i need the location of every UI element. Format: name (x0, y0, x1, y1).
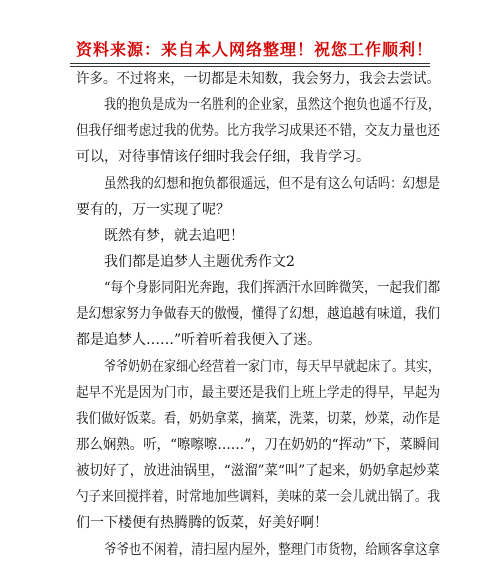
text-line: 都是追梦人……”听着听着我便入了迷。 (76, 332, 322, 348)
text-line: “每个身影同阳光奔跑，我们挥洒汗水回眸微笑，一起我们都 (104, 280, 441, 296)
text-line: 们一下楼便有热腾腾的饭菜，好美好啊！ (76, 515, 328, 531)
section-title: 我们都是追梦人主题优秀作文2 (104, 254, 295, 270)
text-line: 那么娴熟。听，“嚓嚓嚓……”，刀在奶奶的“挥动”下，菜瞬间 (76, 437, 440, 453)
text-line: 可以，对待事情该仔细时我会仔细，我肯学习。 (76, 149, 370, 165)
text-line: 我们做好饭菜。看，奶奶拿菜，摘菜，洗菜，切菜，炒菜，动作是 (76, 411, 440, 427)
text-line: 爷爷也不闲着，清扫屋内屋外，整理门市货物，给顾客拿这拿 (104, 542, 440, 558)
text-line: 但我仔细考虑过我的优势。比方我学习成果还不错，交友力量也还 (76, 123, 440, 139)
text-line: 勺子来回搅拌着，时常地加些调料，美味的菜一会儿就出锅了。我 (76, 489, 440, 505)
text-line: 起早不光是因为门市，最主要还是我们上班上学走的得早，早起为 (76, 385, 440, 401)
text-line: 被切好了，放进油锅里，“滋溜”菜“叫”了起来，奶奶拿起炒菜 (76, 463, 440, 479)
text-line: 虽然我的幻想和抱负都很遥远，但不是有这么句话吗：幻想是 (104, 176, 440, 192)
header-rule-bottom (70, 66, 430, 67)
text-line: 我的抱负是成为一名胜利的企业家，虽然这个抱负也遥不行及， (104, 97, 440, 113)
text-line: 既然有梦，就去追吧！ (104, 228, 244, 244)
text-line: 要有的，万一实现了呢？ (76, 202, 230, 218)
header-rule-top (70, 63, 430, 64)
text-line: 爷爷奶奶在家细心经营着一家门市，每天早早就起床了。其实， (104, 359, 440, 375)
document-header: 资料来源：来自本人网络整理！祝您工作顺利！ (76, 40, 434, 59)
text-line: 许多。不过将来，一切都是未知数，我会努力，我会去尝试。 (76, 71, 440, 87)
text-line: 是幻想家努力争做春天的傲慢，懂得了幻想，越追越有味道，我们 (76, 306, 440, 322)
